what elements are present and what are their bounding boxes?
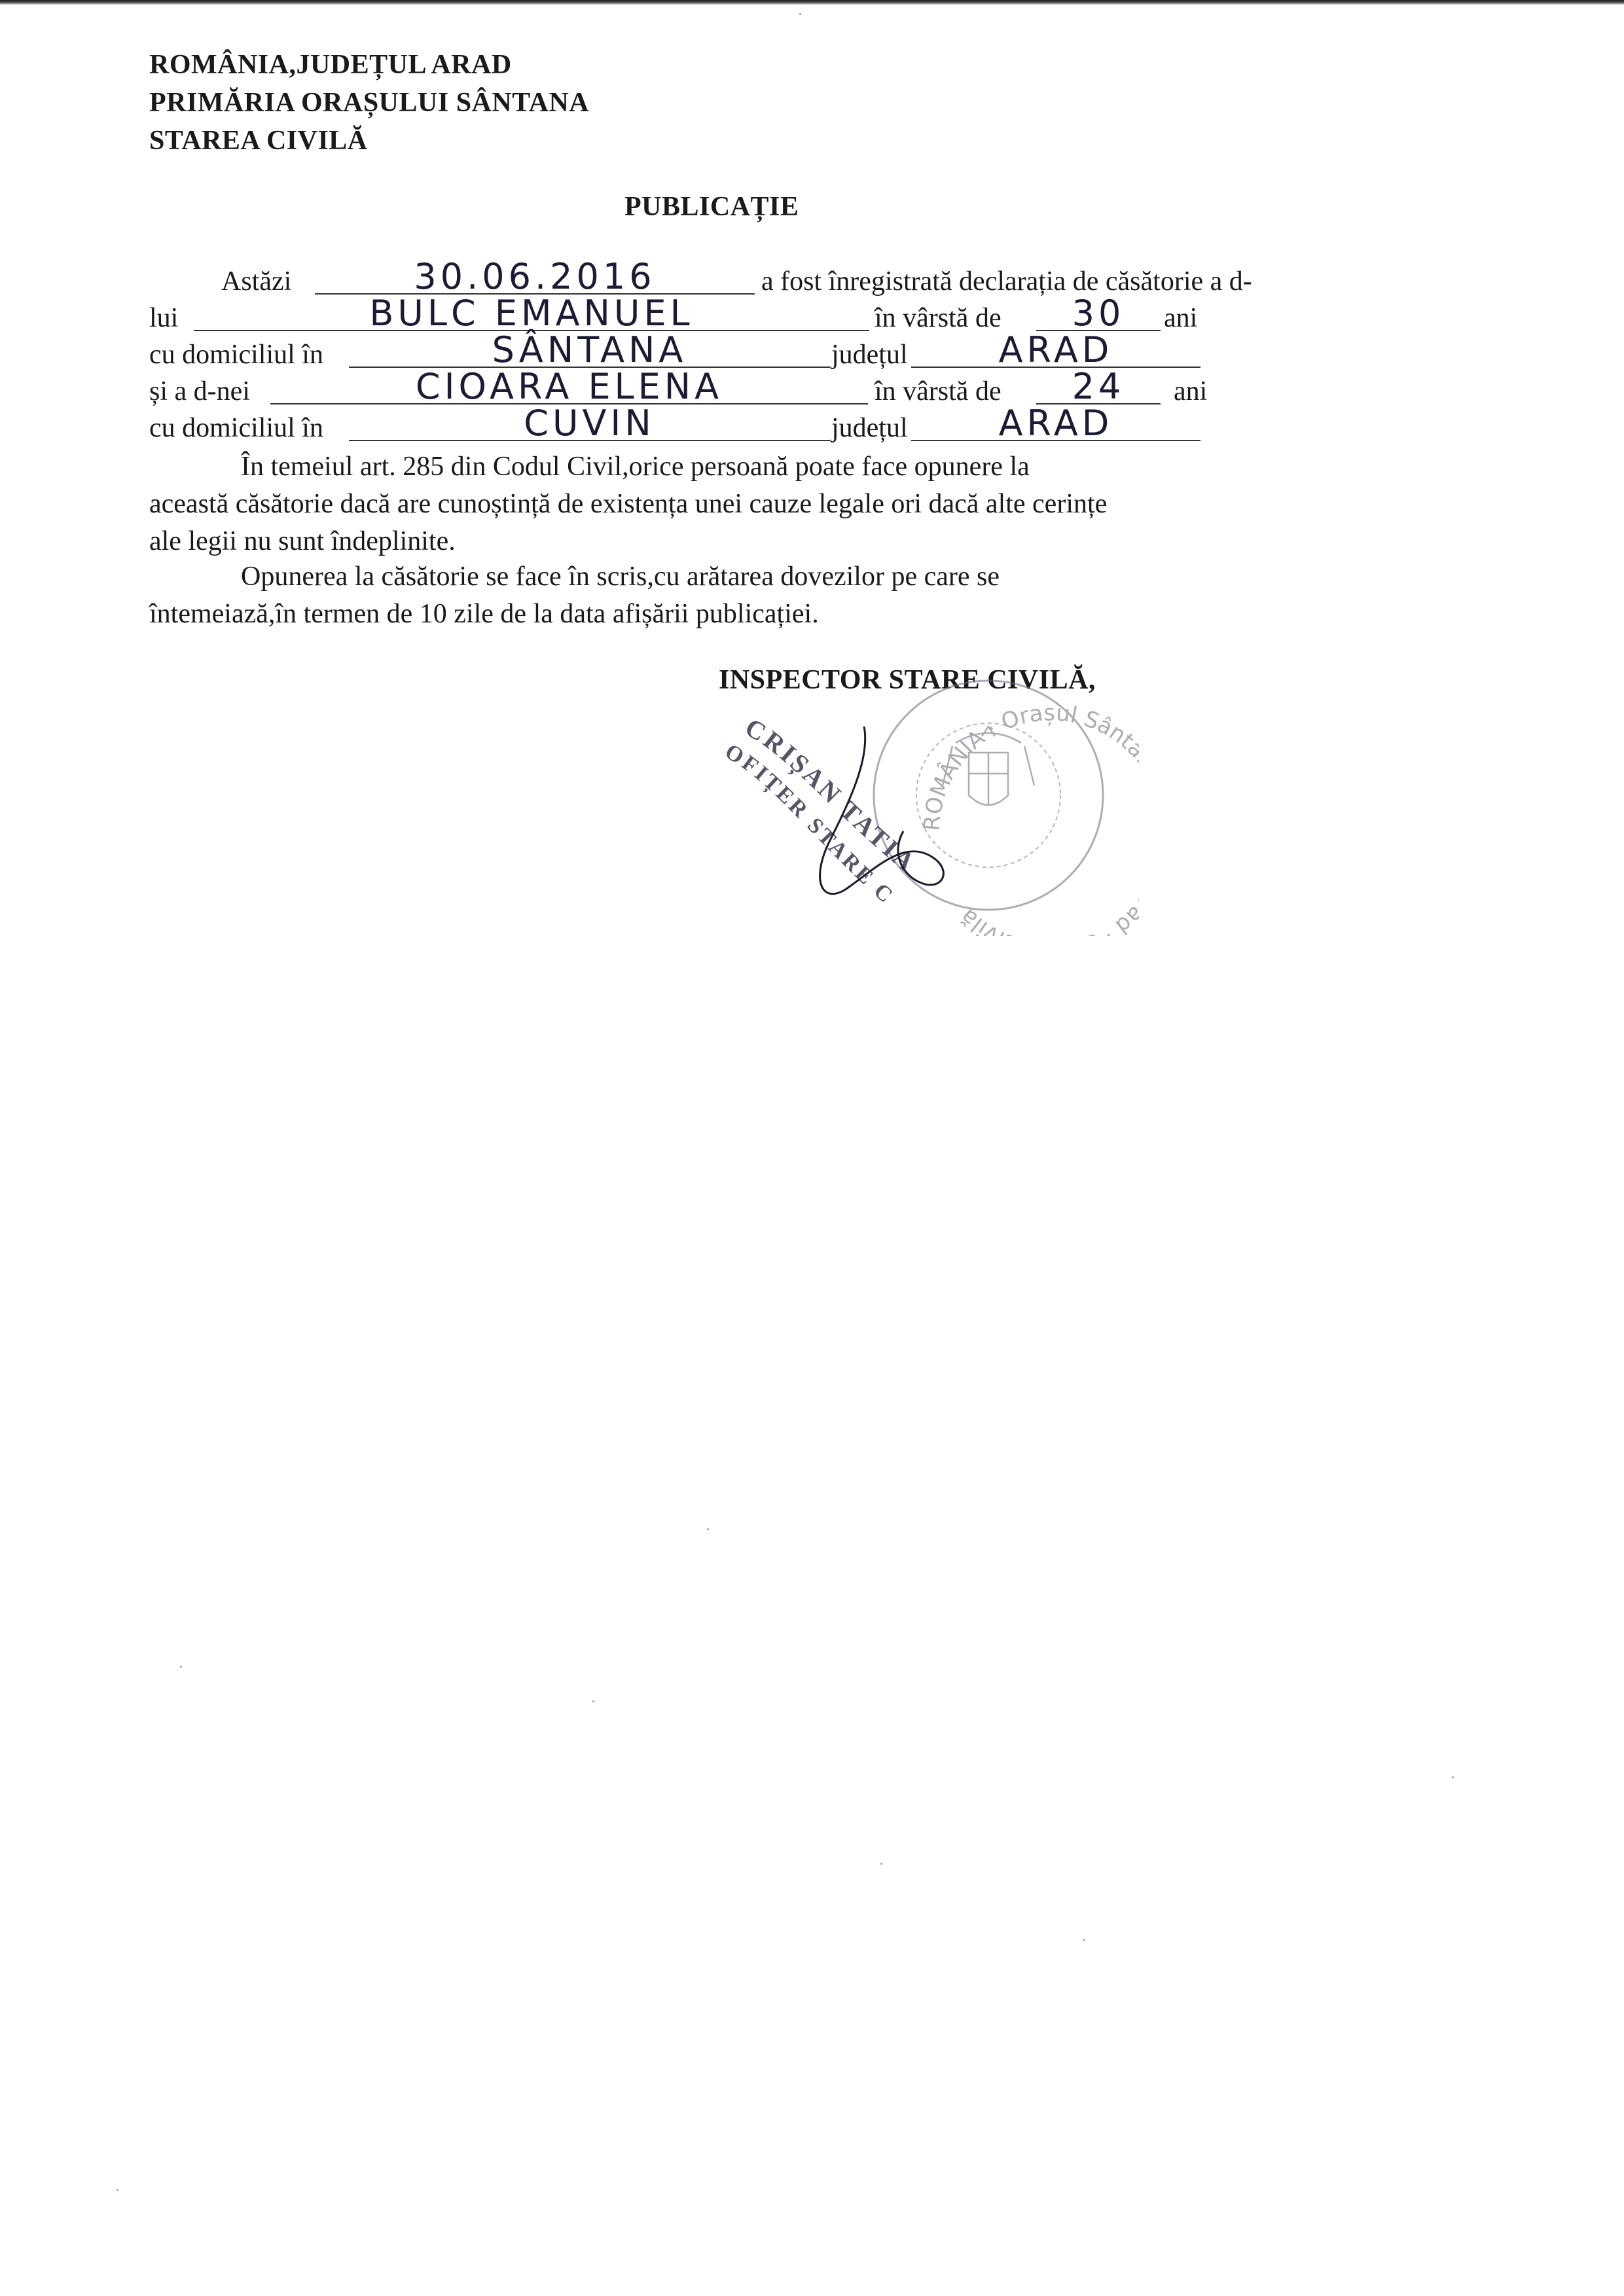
bride-age-value: 24 xyxy=(1072,366,1125,407)
p1-line2: această căsătorie dacă are cunoștință de existența unei cauze legale ori dacă alte cerințe xyxy=(149,489,1108,519)
bride-county-value: ARAD xyxy=(998,403,1113,444)
bride-age-field xyxy=(1036,366,1161,407)
scan-speck xyxy=(880,1863,882,1865)
groom-county-label: județul xyxy=(831,340,908,370)
legal-paragraph-procedure xyxy=(149,558,1262,633)
bride-city-field xyxy=(349,403,830,444)
header-country-county: ROMÂNIA,JUDEȚUL ARAD xyxy=(149,50,512,80)
groom-county-value: ARAD xyxy=(998,329,1113,370)
bride-domicile-label: cu domiciliul în xyxy=(149,413,323,443)
document-title: PUBLICAȚIE xyxy=(624,192,799,222)
legal-paragraph-opposition xyxy=(149,448,1262,560)
stamp-officer-role: OFIȚER STARE C xyxy=(721,739,899,910)
dnei-label: și a d-nei xyxy=(149,376,250,406)
bride-age-label: în vârstă de xyxy=(875,376,1001,406)
official-seal xyxy=(874,681,1139,936)
signature-stamp-area xyxy=(707,674,1139,936)
inspector-label: INSPECTOR STARE CIVILĂ, xyxy=(719,665,1096,695)
header-town-hall: PRIMĂRIA ORAȘULUI SÂNTANA xyxy=(149,88,590,118)
date-field xyxy=(315,256,755,297)
scan-speck xyxy=(180,1666,182,1668)
scan-speck xyxy=(799,13,801,15)
lui-label: lui xyxy=(149,303,179,333)
bride-county-label: județul xyxy=(831,413,908,443)
scan-edge xyxy=(0,0,1624,5)
stamp-officer-name: CRIȘAN TATIA xyxy=(740,712,923,878)
bride-name-field xyxy=(270,366,868,407)
groom-age-label: în vârstă de xyxy=(875,303,1001,333)
groom-name-field xyxy=(194,293,869,334)
bride-county-field xyxy=(911,403,1200,444)
p1-line1: În temeiul art. 285 din Codul Civil,orice persoană poate face opunere la xyxy=(241,452,1030,482)
issuer-header xyxy=(149,46,589,160)
groom-age-field xyxy=(1036,293,1161,334)
date-value: 30.06.2016 xyxy=(414,256,656,297)
bride-city-value: CUVIN xyxy=(524,403,655,444)
bride-name-value: CIOARA ELENA xyxy=(415,366,723,407)
groom-name-value: BULC EMANUEL xyxy=(369,293,694,334)
seal-text: ROMÂNIA · Orașul Sânt d · vilă xyxy=(918,700,1139,936)
form-line-bride-domicile xyxy=(149,403,1210,446)
groom-county-field xyxy=(911,329,1200,370)
groom-age-value: 30 xyxy=(1072,293,1125,334)
p2-line2: întemeiază,în termen de 10 zile de la data afișării publicației. xyxy=(149,599,819,629)
p1-line3: ale legii nu sunt îndeplinite. xyxy=(149,526,456,556)
registered-text: a fost înregistrată declarația de căsătorie a d- xyxy=(761,266,1252,296)
groom-domicile-label: cu domiciliul în xyxy=(149,340,323,370)
scan-speck xyxy=(1083,1939,1085,1941)
groom-city-value: SÂNTANA xyxy=(492,329,687,370)
scan-speck xyxy=(1452,1776,1454,1778)
scan-speck xyxy=(592,1700,594,1702)
bride-ani-label: ani xyxy=(1174,376,1208,406)
officer-stamp xyxy=(707,674,922,909)
scan-speck xyxy=(707,1528,709,1530)
p2-line1: Opunerea la căsătorie se face în scris,cu arătarea dovezilor pe care se xyxy=(241,562,1000,592)
astazi-label: Astăzi xyxy=(221,266,292,296)
scan-speck xyxy=(117,2189,118,2191)
header-department: STAREA CIVILĂ xyxy=(149,126,368,156)
groom-ani-label: ani xyxy=(1164,303,1198,333)
groom-city-field xyxy=(349,329,830,370)
